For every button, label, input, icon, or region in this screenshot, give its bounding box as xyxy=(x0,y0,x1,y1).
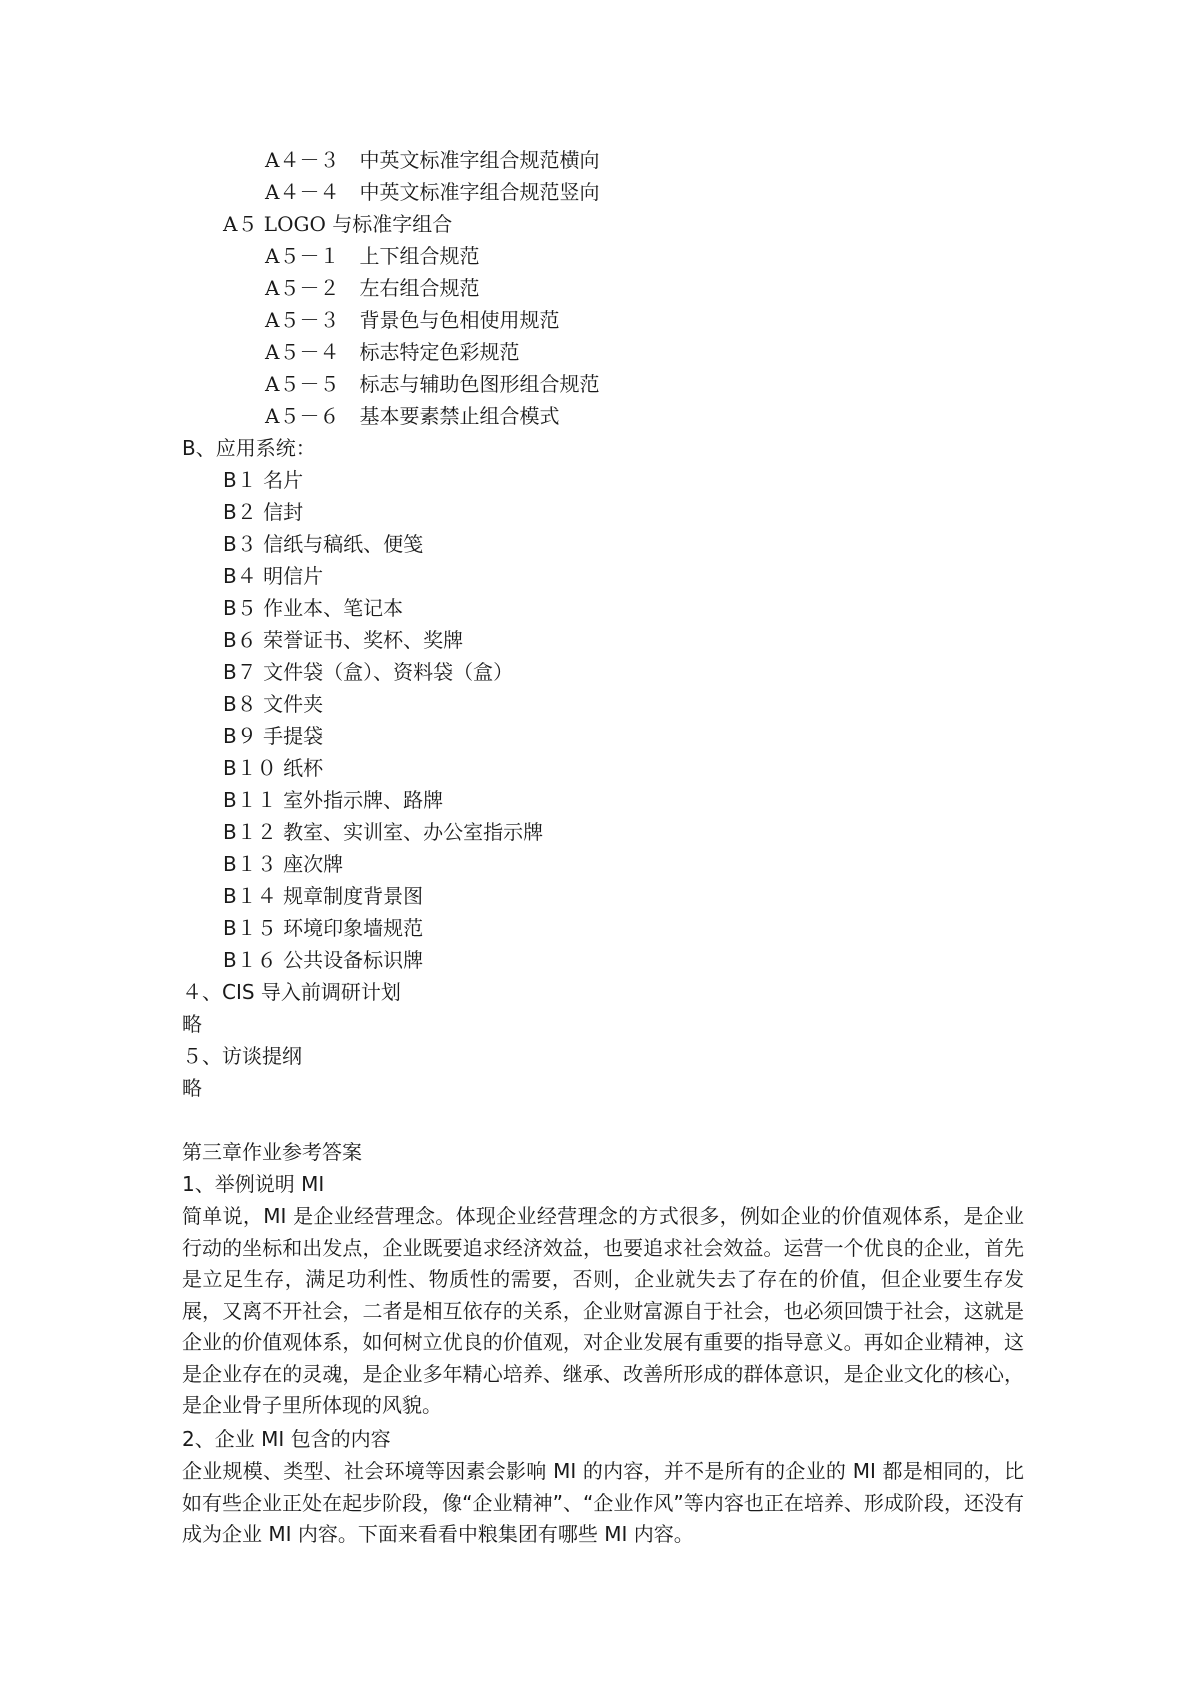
item5-body: 略 xyxy=(182,1076,202,1100)
section-b-item: B１３ 座次牌 xyxy=(223,852,344,876)
list-a-item: A５－５ 标志与辅助色图形组合规范 xyxy=(265,372,600,396)
section-b-item: B８ 文件夹 xyxy=(223,692,324,716)
section-b-item: B４ 明信片 xyxy=(223,564,324,588)
section-b-heading: B、应用系统： xyxy=(182,436,316,460)
item4-body: 略 xyxy=(182,1012,202,1036)
section-b-item: B１１ 室外指示牌、路牌 xyxy=(223,788,444,812)
list-a-item: A５－１ 上下组合规范 xyxy=(265,244,480,268)
list-a-item: A５－６ 基本要素禁止组合模式 xyxy=(265,404,560,428)
list-a-item: A４－４ 中英文标准字组合规范竖向 xyxy=(265,180,600,204)
section-b-item: B２ 信封 xyxy=(223,500,304,524)
list-a-heading: A５ LOGO 与标准字组合 xyxy=(223,212,453,236)
section-b-item: B１０ 纸杯 xyxy=(223,756,324,780)
section-b-item: B７ 文件袋（盒）、资料袋（盒） xyxy=(223,660,514,684)
section-b-item: B１５ 环境印象墙规范 xyxy=(223,916,424,940)
item5-heading: ５、访谈提纲 xyxy=(182,1044,302,1068)
section-b-item: B５ 作业本、笔记本 xyxy=(223,596,404,620)
chapter3-q1-body: 简单说，MI 是企业经营理念。体现企业经营理念的方式很多，例如企业的价值观体系，是企业行动的坐标和出发点，企业既要追求经济效益，也要追求社会效益。运营一个优良的企业，首先是立足生存，满足功利性、物质性的需要，否则，企业就失去了存在的价值，但企业要生存发展，又离不开社会，二者是相互依存的关系，企业财富源自于社会，也必须回馈于社会，这就是企业的价值观体系，如何树立优良的价值观，对企业发展有重要的指导意义。再如企业精神，这是企业存在的灵魂，是企业多年精心培养、继承、改善所形成的群体意识，是企业文化的核心，是企业骨子里所体现的风貌。 xyxy=(182,1204,1024,1417)
section-b-item: B１２ 教室、实训室、办公室指示牌 xyxy=(223,820,544,844)
item4-heading: ４、CIS 导入前调研计划 xyxy=(182,980,401,1004)
section-b-item: B３ 信纸与稿纸、便笺 xyxy=(223,532,424,556)
section-b-item: B１６ 公共设备标识牌 xyxy=(223,948,424,972)
section-b-item: B１４ 规章制度背景图 xyxy=(223,884,424,908)
list-a-item: A４－３ 中英文标准字组合规范横向 xyxy=(265,148,600,172)
section-b-item: B９ 手提袋 xyxy=(223,724,324,748)
list-a-item: A５－４ 标志特定色彩规范 xyxy=(265,340,520,364)
section-b-item: B６ 荣誉证书、奖杯、奖牌 xyxy=(223,628,464,652)
chapter3-title: 第三章作业参考答案 xyxy=(182,1140,362,1164)
section-b-item: B１ 名片 xyxy=(223,468,304,492)
chapter3-q1-heading: 1、举例说明 MI xyxy=(182,1172,325,1196)
list-a-item: A５－３ 背景色与色相使用规范 xyxy=(265,308,560,332)
chapter3-q2-body: 企业规模、类型、社会环境等因素会影响 MI 的内容，并不是所有的企业的 MI 都是相同的，比如有些企业正处在起步阶段，像“企业精神”、“企业作风”等内容也正在培养、形成阶段，还没有成为企业 MI 内容。下面来看看中粮集团有哪些 MI 内容。 xyxy=(182,1459,1024,1546)
chapter3-q2-heading: 2、企业 MI 包含的内容 xyxy=(182,1427,391,1451)
list-a-item: A５－２ 左右组合规范 xyxy=(265,276,480,300)
